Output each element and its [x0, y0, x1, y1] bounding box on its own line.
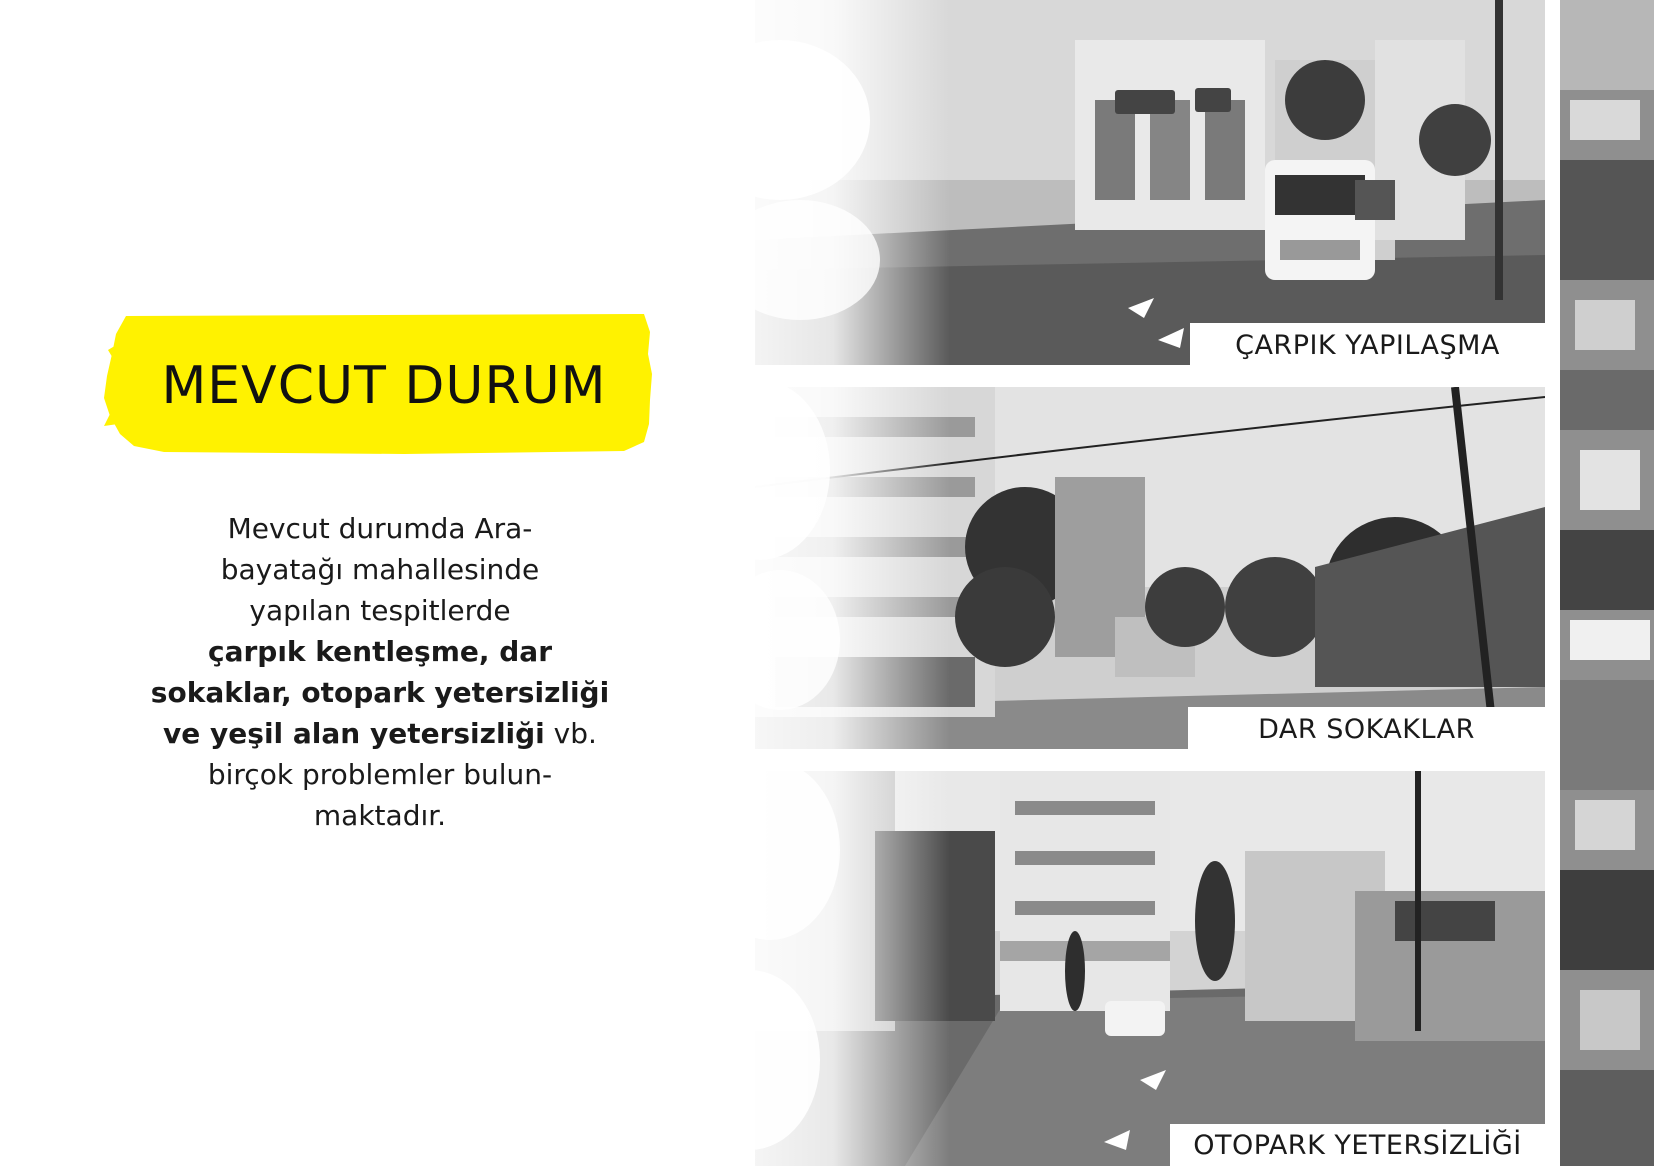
title-highlight — [104, 314, 652, 454]
paragraph-line: birçok problemler bulun- — [207, 758, 553, 791]
paragraph-line: bayatağı mahallesinde — [220, 553, 540, 586]
page-title: MEVCUT DURUM — [161, 356, 607, 416]
street-photo-3 — [755, 771, 1545, 1166]
paragraph-line: Mevcut durumda Ara- — [227, 512, 533, 545]
photo-caption: DAR SOKAKLAR — [1188, 707, 1545, 751]
street-view-arrow-icon — [1128, 298, 1154, 318]
paragraph-line: yapılan tespitlerde — [249, 594, 511, 627]
paragraph-bold-line: çarpık kentleşme, dar — [207, 635, 553, 668]
street-view-arrow-icon — [1104, 1130, 1130, 1150]
street-photo-2 — [755, 387, 1545, 749]
paragraph-tail-span: vb. — [544, 717, 597, 750]
aerial-photo-strip — [1560, 0, 1654, 1166]
street-view-arrow-icon — [1140, 1070, 1166, 1090]
photo-caption: OTOPARK YETERSİZLİĞİ — [1170, 1124, 1545, 1166]
street-photo-image — [755, 771, 1545, 1166]
paragraph-bold-line: sokaklar, otopark yetersizliği — [150, 676, 610, 709]
description-paragraph — [120, 508, 640, 836]
aerial-divider — [1545, 0, 1560, 1166]
aerial-photo-image — [1560, 0, 1654, 1166]
paragraph-bold-span: ve yeşil alan yetersizliği — [163, 717, 545, 750]
street-view-arrow-icon — [1158, 328, 1184, 348]
street-photo-image — [755, 387, 1545, 749]
photo-caption: ÇARPIK YAPILAŞMA — [1190, 323, 1545, 367]
paragraph-line: maktadır. — [313, 799, 447, 832]
paragraph-line-mixed — [120, 713, 640, 754]
